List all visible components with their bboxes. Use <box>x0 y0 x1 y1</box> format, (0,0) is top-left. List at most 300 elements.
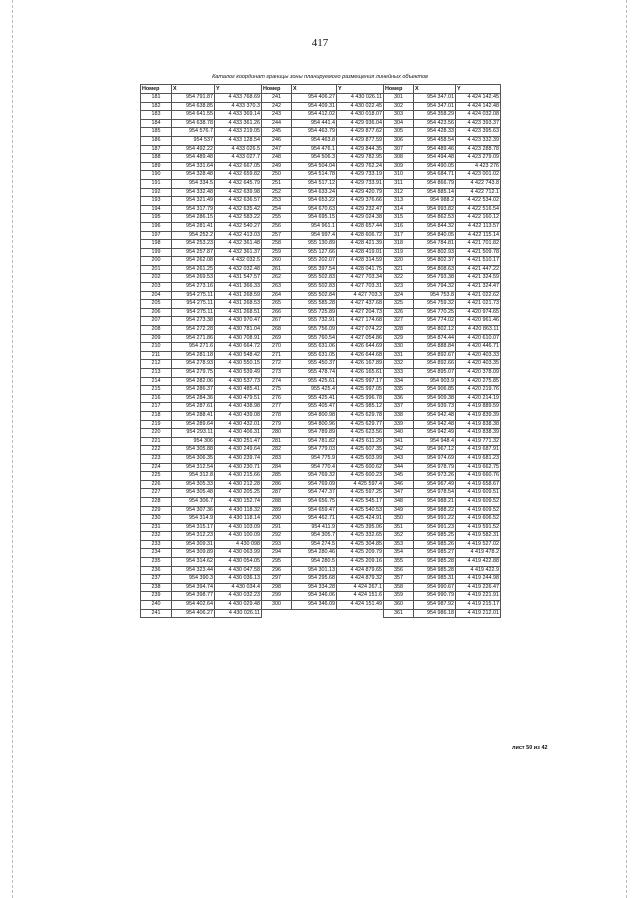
cell-num: 195 <box>141 214 172 223</box>
cell-x: 954 314.62 <box>172 558 215 567</box>
cell-y: 4 430 970.47 <box>215 317 262 326</box>
cell-y: 4 424 879.32 <box>337 575 384 584</box>
cell-y: 4 430 054.05 <box>215 558 262 567</box>
cell-x: 954 307.36 <box>172 506 215 515</box>
cell-x: 954 988.22 <box>414 506 456 515</box>
cell-y: 4 428 657.44 <box>337 222 384 231</box>
cell-x: 954 794.32 <box>414 283 456 292</box>
cell-x: 954 844.32 <box>414 222 456 231</box>
cell-x: 954 271.86 <box>172 334 215 343</box>
table-row <box>141 386 501 395</box>
cell-x: 954 974.69 <box>414 454 456 463</box>
cell-x: 954 997.4 <box>292 231 337 240</box>
cell-y: 4 430 026.11 <box>215 609 262 618</box>
cell-x: 954 802.12 <box>414 326 456 335</box>
cell-x: 954 272.28 <box>172 326 215 335</box>
cell-num: 308 <box>384 154 414 163</box>
cell-y: 4 432 032.5 <box>215 257 262 266</box>
cell-x: 954 252.2 <box>172 231 215 240</box>
cell-num: 301 <box>384 94 414 103</box>
cell-y: 4 431 268.51 <box>215 308 262 317</box>
cell-x: 954 321.49 <box>172 197 215 206</box>
cell-num: 261 <box>262 265 292 274</box>
cell-num: 288 <box>262 497 292 506</box>
cell-x: 954 990.79 <box>414 592 456 601</box>
cell-y: 4 427 204.73 <box>337 308 384 317</box>
cell-y: 4 425 209.79 <box>337 549 384 558</box>
table-row <box>141 411 501 420</box>
cell-y: 4 421 021.73 <box>456 300 501 309</box>
cell-x: 954 314.9 <box>172 515 215 524</box>
cell-x: 954 986.18 <box>414 609 456 618</box>
cell-num: 194 <box>141 205 172 214</box>
cell-x: 954 269.53 <box>172 274 215 283</box>
cell-x: 954 398.77 <box>172 592 215 601</box>
cell-x: 954 390.3 <box>172 575 215 584</box>
cell-y: 4 431 268.53 <box>215 300 262 309</box>
table-body <box>141 94 501 618</box>
cell-y: 4 430 548.42 <box>215 351 262 360</box>
cell-num: 352 <box>384 532 414 541</box>
cell-y: 4 432 659.82 <box>215 171 262 180</box>
cell-x: 954 411.9 <box>292 523 337 532</box>
table-row <box>141 343 501 352</box>
cell-num: 219 <box>141 420 172 429</box>
cell-y: 4 419 422.9 <box>456 566 501 575</box>
cell-x: 954 406.27 <box>172 609 215 618</box>
cell-x: 954 978.79 <box>414 463 456 472</box>
cell-y: 4 429 844.35 <box>337 145 384 154</box>
cell-num: 282 <box>262 446 292 455</box>
cell-x: 954 293.11 <box>172 429 215 438</box>
cell-num: 230 <box>141 515 172 524</box>
cell-num: 251 <box>262 179 292 188</box>
cell-num: 196 <box>141 222 172 231</box>
cell-x: 954 305.48 <box>172 489 215 498</box>
cell-y: 4 430 251.47 <box>215 437 262 446</box>
cell-y: 4 430 212.28 <box>215 480 262 489</box>
cell-x: 954 633.24 <box>292 188 337 197</box>
cell-y: 4 424 267.1 <box>337 583 384 592</box>
cell-x: 954 280.5 <box>292 558 337 567</box>
cell-num: 275 <box>262 386 292 395</box>
cell-y: 4 420 961.46 <box>456 317 501 326</box>
cell-x: 954 942.48 <box>414 411 456 420</box>
cell-y: 4 429 733.19 <box>337 171 384 180</box>
table-row <box>141 360 501 369</box>
cell-x: 954 789.89 <box>292 429 337 438</box>
cell-num: 293 <box>262 540 292 549</box>
cell-y: 4 421 509.78 <box>456 248 501 257</box>
cell-x: 954 973.26 <box>414 472 456 481</box>
cell-num: 213 <box>141 369 172 378</box>
cell-x: 954 346.09 <box>292 601 337 610</box>
cell-num: 193 <box>141 197 172 206</box>
table-row <box>141 111 501 120</box>
cell-num: 232 <box>141 532 172 541</box>
cell-num: 317 <box>384 231 414 240</box>
cell-y: 4 425 600.23 <box>337 472 384 481</box>
cell-num: 262 <box>262 274 292 283</box>
cell-y: 4 419 771.32 <box>456 437 501 446</box>
cell-y: 4 428 041.75 <box>337 265 384 274</box>
cell-y: 4 432 540.27 <box>215 222 262 231</box>
cell-x: 954 802.93 <box>414 248 456 257</box>
cell-y: 4 419 215.17 <box>456 601 501 610</box>
cell-x: 954 985.28 <box>414 566 456 575</box>
cell-num: 287 <box>262 489 292 498</box>
cell-y: 4 430 022.45 <box>337 102 384 111</box>
cell-y: 4 430 550.15 <box>215 360 262 369</box>
cell-x: 955 425.4 <box>292 386 337 395</box>
cell-x: 954 295.68 <box>292 575 337 584</box>
cell-y: 4 430 479.51 <box>215 394 262 403</box>
cell-x: 954 394.74 <box>172 583 215 592</box>
table-caption: Каталог координат границы зоны планируемого размещения линейных объектов <box>212 74 428 80</box>
cell-num: 186 <box>141 136 172 145</box>
cell-num: 240 <box>141 601 172 610</box>
cell-x: 955 202.07 <box>292 257 337 266</box>
table-row <box>141 583 501 592</box>
cell-y: 4 429 762.24 <box>337 162 384 171</box>
cell-y: 4 419 606.52 <box>456 515 501 524</box>
cell-y: 4 430 100.09 <box>215 532 262 541</box>
cell-y: 4 421 022.62 <box>456 291 501 300</box>
header-x: X <box>292 85 337 94</box>
cell-num: 298 <box>262 583 292 592</box>
cell-num: 310 <box>384 171 414 180</box>
cell-x: 954 261.25 <box>172 265 215 274</box>
cell-num: 277 <box>262 403 292 412</box>
cell-num: 191 <box>141 179 172 188</box>
cell-y: 4 431 366.33 <box>215 283 262 292</box>
cell-x: 954 892.67 <box>414 351 456 360</box>
cell-y: 4 419 609.52 <box>456 506 501 515</box>
cell-num: 203 <box>141 283 172 292</box>
cell-y: 4 422 712.1 <box>456 188 501 197</box>
cell-y: 4 420 214.19 <box>456 394 501 403</box>
cell-num: 356 <box>384 566 414 575</box>
cell-y: 4 420 275.85 <box>456 377 501 386</box>
cell-num: 210 <box>141 343 172 352</box>
cell-y: 4 419 687.91 <box>456 446 501 455</box>
cell-y: 4 419 660.76 <box>456 472 501 481</box>
cell-y: 4 433 027.7 <box>215 154 262 163</box>
table-row <box>141 197 501 206</box>
scan-edge-left <box>12 0 13 898</box>
cell-x: 955 425.41 <box>292 394 337 403</box>
cell-x: 954 985.25 <box>414 532 456 541</box>
cell-num: 253 <box>262 197 292 206</box>
cell-num: 329 <box>384 334 414 343</box>
cell-x: 954 939.73 <box>414 403 456 412</box>
cell-y: 4 430 118.14 <box>215 515 262 524</box>
cell-num: 228 <box>141 497 172 506</box>
cell-num: 189 <box>141 162 172 171</box>
cell-x: 954 423.56 <box>414 119 456 128</box>
cell-num: 229 <box>141 506 172 515</box>
cell-y: 4 419 582.31 <box>456 532 501 541</box>
cell-y: 4 420 610.07 <box>456 334 501 343</box>
cell-y: 4 423 393.37 <box>456 119 501 128</box>
cell-num: 327 <box>384 317 414 326</box>
cell-x: 954 490.05 <box>414 162 456 171</box>
cell-x: 955 631.05 <box>292 351 337 360</box>
cell-x: 954 909.38 <box>414 394 456 403</box>
cell-y: 4 427 054.86 <box>337 334 384 343</box>
table-row <box>141 609 501 618</box>
table-row <box>141 463 501 472</box>
cell-num: 300 <box>262 601 292 610</box>
cell-num: 241 <box>141 609 172 618</box>
table-row <box>141 480 501 489</box>
cell-x: 954 781.82 <box>292 437 337 446</box>
cell-y: 4 429 877.59 <box>337 136 384 145</box>
cell-y: 4 430 098 <box>215 540 262 549</box>
cell-num: 258 <box>262 240 292 249</box>
cell-x: 954 695.15 <box>292 214 337 223</box>
empty-cell <box>337 609 384 618</box>
cell-y: 4 433 768.69 <box>215 94 262 103</box>
cell-y: 4 432 361.48 <box>215 240 262 249</box>
cell-num: 244 <box>262 119 292 128</box>
cell-x: 954 775.9 <box>292 454 337 463</box>
cell-y: 4 425 304.85 <box>337 540 384 549</box>
cell-y: 4 423 332.39 <box>456 136 501 145</box>
cell-num: 215 <box>141 386 172 395</box>
cell-num: 281 <box>262 437 292 446</box>
cell-x: 954 791.87 <box>172 94 215 103</box>
table-row <box>141 549 501 558</box>
cell-num: 252 <box>262 188 292 197</box>
cell-y: 4 425 611.29 <box>337 437 384 446</box>
cell-num: 183 <box>141 111 172 120</box>
table-row <box>141 257 501 266</box>
cell-y: 4 419 839.39 <box>456 411 501 420</box>
cell-y: 4 422 534.02 <box>456 197 501 206</box>
table-row <box>141 334 501 343</box>
cell-x: 954 885.14 <box>414 188 456 197</box>
cell-x: 954 991.22 <box>414 515 456 524</box>
cell-num: 290 <box>262 515 292 524</box>
cell-num: 349 <box>384 506 414 515</box>
cell-num: 236 <box>141 566 172 575</box>
cell-num: 318 <box>384 240 414 249</box>
cell-num: 297 <box>262 575 292 584</box>
cell-x: 955 760.54 <box>292 334 337 343</box>
sheet-label: лист 50 из 42 <box>512 745 548 751</box>
cell-y: 4 431 268.59 <box>215 291 262 300</box>
cell-x: 954 769.32 <box>292 472 337 481</box>
cell-y: 4 430 026.11 <box>337 94 384 103</box>
cell-y: 4 430 215.66 <box>215 472 262 481</box>
cell-x: 954 312.54 <box>172 463 215 472</box>
cell-y: 4 430 406.31 <box>215 429 262 438</box>
cell-x: 954 808.63 <box>414 265 456 274</box>
cell-num: 320 <box>384 257 414 266</box>
cell-num: 242 <box>262 102 292 111</box>
cell-x: 954 286.15 <box>172 214 215 223</box>
cell-x: 954 282.06 <box>172 377 215 386</box>
cell-x: 954 275.11 <box>172 308 215 317</box>
cell-y: 4 425 997.17 <box>337 377 384 386</box>
cell-x: 954 305.33 <box>172 480 215 489</box>
table-row <box>141 351 501 360</box>
cell-num: 283 <box>262 454 292 463</box>
cell-y: 4 432 635.42 <box>215 205 262 214</box>
cell-num: 296 <box>262 566 292 575</box>
cell-num: 307 <box>384 145 414 154</box>
cell-x: 954 993.82 <box>414 205 456 214</box>
cell-num: 272 <box>262 360 292 369</box>
cell-num: 181 <box>141 94 172 103</box>
table-row <box>141 446 501 455</box>
cell-y: 4 428 419.01 <box>337 248 384 257</box>
table-row <box>141 523 501 532</box>
cell-x: 954 346.06 <box>292 592 337 601</box>
cell-y: 4 427 437.68 <box>337 300 384 309</box>
cell-y: 4 430 029.48 <box>215 601 262 610</box>
cell-num: 234 <box>141 549 172 558</box>
cell-num: 314 <box>384 205 414 214</box>
cell-num: 328 <box>384 326 414 335</box>
cell-y: 4 423 288.78 <box>456 145 501 154</box>
cell-y: 4 419 422.88 <box>456 558 501 567</box>
cell-num: 353 <box>384 540 414 549</box>
cell-x: 954 784.81 <box>414 240 456 249</box>
cell-num: 326 <box>384 308 414 317</box>
cell-num: 294 <box>262 549 292 558</box>
cell-y: 4 428 606.72 <box>337 231 384 240</box>
cell-num: 190 <box>141 171 172 180</box>
cell-y: 4 419 244.98 <box>456 575 501 584</box>
cell-num: 217 <box>141 403 172 412</box>
cell-y: 4 423 395.63 <box>456 128 501 137</box>
cell-x: 954 402.64 <box>172 601 215 610</box>
cell-y: 4 419 838.39 <box>456 429 501 438</box>
cell-x: 954 309.31 <box>172 540 215 549</box>
cell-y: 4 419 681.23 <box>456 454 501 463</box>
cell-num: 270 <box>262 343 292 352</box>
table-row <box>141 601 501 610</box>
cell-y: 4 420 378.09 <box>456 369 501 378</box>
cell-x: 954 769.09 <box>292 480 337 489</box>
cell-y: 4 427 703.31 <box>337 283 384 292</box>
cell-num: 303 <box>384 111 414 120</box>
cell-y: 4 427 074.22 <box>337 326 384 335</box>
cell-y: 4 424 142.48 <box>456 102 501 111</box>
cell-y: 4 430 152.74 <box>215 497 262 506</box>
cell-x: 954 492.22 <box>172 145 215 154</box>
header-num: Номер <box>141 85 172 94</box>
cell-num: 321 <box>384 265 414 274</box>
cell-y: 4 420 974.65 <box>456 308 501 317</box>
cell-x: 954 874.44 <box>414 334 456 343</box>
cell-x: 954 641.55 <box>172 111 215 120</box>
cell-y: 4 424 151.49 <box>337 601 384 610</box>
cell-num: 246 <box>262 136 292 145</box>
cell-y: 4 430 205.25 <box>215 489 262 498</box>
cell-y: 4 432 583.22 <box>215 214 262 223</box>
cell-y: 4 430 438.98 <box>215 403 262 412</box>
cell-x: 954 476.1 <box>292 145 337 154</box>
table-row <box>141 136 501 145</box>
cell-y: 4 421 324.47 <box>456 283 501 292</box>
cell-num: 343 <box>384 454 414 463</box>
cell-y: 4 430 032.23 <box>215 592 262 601</box>
cell-y: 4 429 782.95 <box>337 154 384 163</box>
table-row <box>141 231 501 240</box>
cell-x: 954 280.46 <box>292 549 337 558</box>
cell-x: 954 895.07 <box>414 369 456 378</box>
cell-y: 4 425 540.53 <box>337 506 384 515</box>
cell-x: 954 463.79 <box>292 128 337 137</box>
table-row <box>141 171 501 180</box>
cell-num: 337 <box>384 403 414 412</box>
cell-y: 4 429 420.79 <box>337 188 384 197</box>
cell-num: 289 <box>262 506 292 515</box>
cell-x: 954 289.64 <box>172 420 215 429</box>
cell-x: 955 732.91 <box>292 317 337 326</box>
cell-x: 954 305.7 <box>292 532 337 541</box>
cell-num: 316 <box>384 222 414 231</box>
cell-x: 954 281.18 <box>172 351 215 360</box>
cell-num: 245 <box>262 128 292 137</box>
cell-num: 204 <box>141 291 172 300</box>
cell-num: 280 <box>262 429 292 438</box>
cell-num: 198 <box>141 240 172 249</box>
cell-x: 954 653.22 <box>292 197 337 206</box>
cell-x: 954 988.21 <box>414 497 456 506</box>
empty-cell <box>292 609 337 618</box>
cell-y: 4 430 239.74 <box>215 454 262 463</box>
cell-x: 954 638.85 <box>172 102 215 111</box>
cell-num: 322 <box>384 274 414 283</box>
cell-num: 346 <box>384 480 414 489</box>
table-row <box>141 532 501 541</box>
cell-x: 954 281.41 <box>172 222 215 231</box>
cell-num: 339 <box>384 420 414 429</box>
cell-y: 4 430 432.01 <box>215 420 262 429</box>
cell-num: 292 <box>262 532 292 541</box>
cell-y: 4 432 413.03 <box>215 231 262 240</box>
header-num: Номер <box>384 85 414 94</box>
header-x: X <box>414 85 456 94</box>
cell-num: 211 <box>141 351 172 360</box>
cell-num: 239 <box>141 592 172 601</box>
cell-y: 4 419 609.52 <box>456 497 501 506</box>
table-row <box>141 558 501 567</box>
table-row <box>141 429 501 438</box>
cell-num: 341 <box>384 437 414 446</box>
cell-x: 954 684.71 <box>414 171 456 180</box>
cell-x: 954 770.4 <box>292 463 337 472</box>
table-row <box>141 472 501 481</box>
cell-x: 954 576.7 <box>172 128 215 137</box>
cell-y: 4 422 516.54 <box>456 205 501 214</box>
cell-x: 954 840.05 <box>414 231 456 240</box>
cell-num: 267 <box>262 317 292 326</box>
cell-x: 954 275.11 <box>172 291 215 300</box>
cell-y: 4 424 032.08 <box>456 111 501 120</box>
cell-y: 4 430 664.72 <box>215 343 262 352</box>
cell-x: 954 942.49 <box>414 429 456 438</box>
cell-x: 955 425.61 <box>292 377 337 386</box>
cell-y: 4 425 597.4 <box>337 480 384 489</box>
header-y: Y <box>215 85 262 94</box>
cell-x: 954 779.03 <box>292 446 337 455</box>
cell-num: 241 <box>262 94 292 103</box>
